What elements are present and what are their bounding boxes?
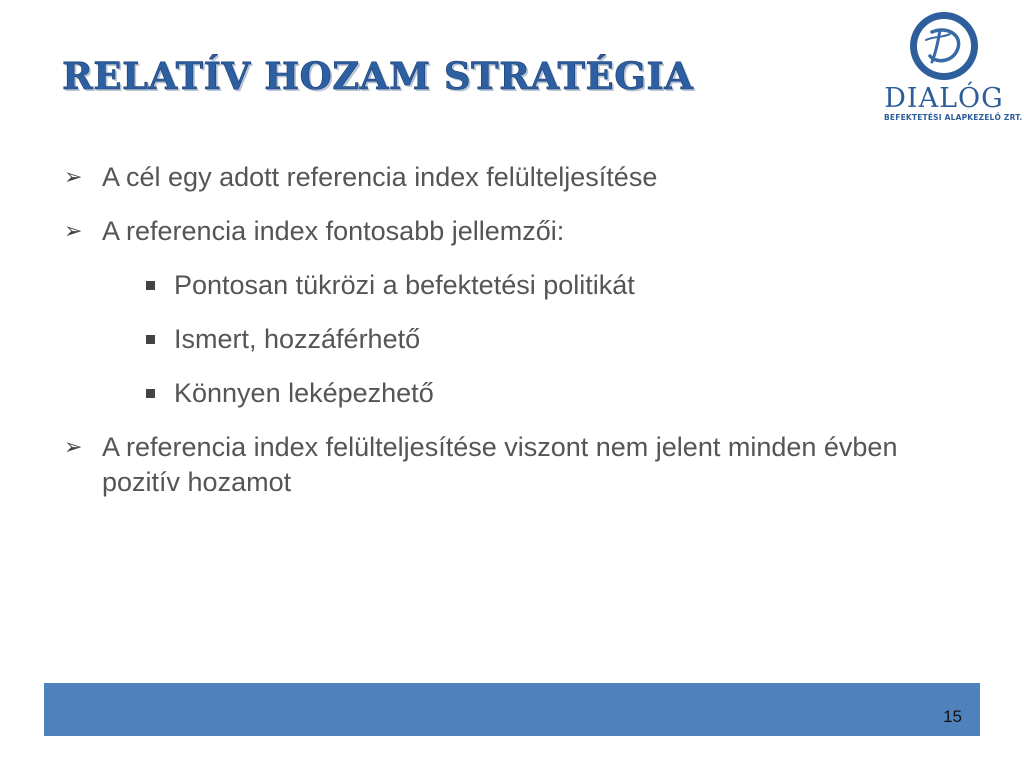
square-bullet-icon (146, 335, 155, 344)
page-number: 15 (943, 707, 962, 726)
bullet-text: A referencia index fontosabb jellemzői: (102, 216, 565, 246)
square-bullet-icon (146, 281, 155, 290)
bullet-text: A cél egy adott referencia index felülteljesítése (102, 162, 658, 192)
arrow-bullet-icon: ➢ (64, 435, 83, 460)
sub-bullet-text: Pontosan tükrözi a befektetési politikát (174, 270, 635, 300)
sub-bullet-item (62, 376, 962, 411)
bullet-text: A referencia index felülteljesítése viszont nem jelent minden évben pozitív hozamot (102, 432, 898, 497)
arrow-bullet-icon: ➢ (64, 165, 83, 190)
sub-bullet-item (62, 268, 962, 303)
company-logo (880, 10, 1023, 122)
bullet-item (62, 160, 962, 195)
logo-name: DIALÓG (884, 83, 1004, 114)
bullet-item (62, 214, 962, 249)
square-bullet-icon (146, 389, 155, 398)
slide-title: RELATÍV HOZAM STRATÉGIA (62, 54, 694, 98)
sub-bullet-item (62, 322, 962, 357)
sub-bullet-text: Könnyen leképezhető (174, 378, 434, 408)
bullet-list (62, 160, 962, 519)
bullet-item (62, 430, 962, 500)
logo-subtitle: BEFEKTETÉSI ALAPKEZELŐ ZRT. (884, 113, 1023, 122)
footer-bar (44, 683, 980, 736)
arrow-bullet-icon: ➢ (64, 219, 83, 244)
sub-bullet-text: Ismert, hozzáférhető (174, 324, 421, 354)
dialog-logo-emblem-icon (906, 10, 982, 82)
